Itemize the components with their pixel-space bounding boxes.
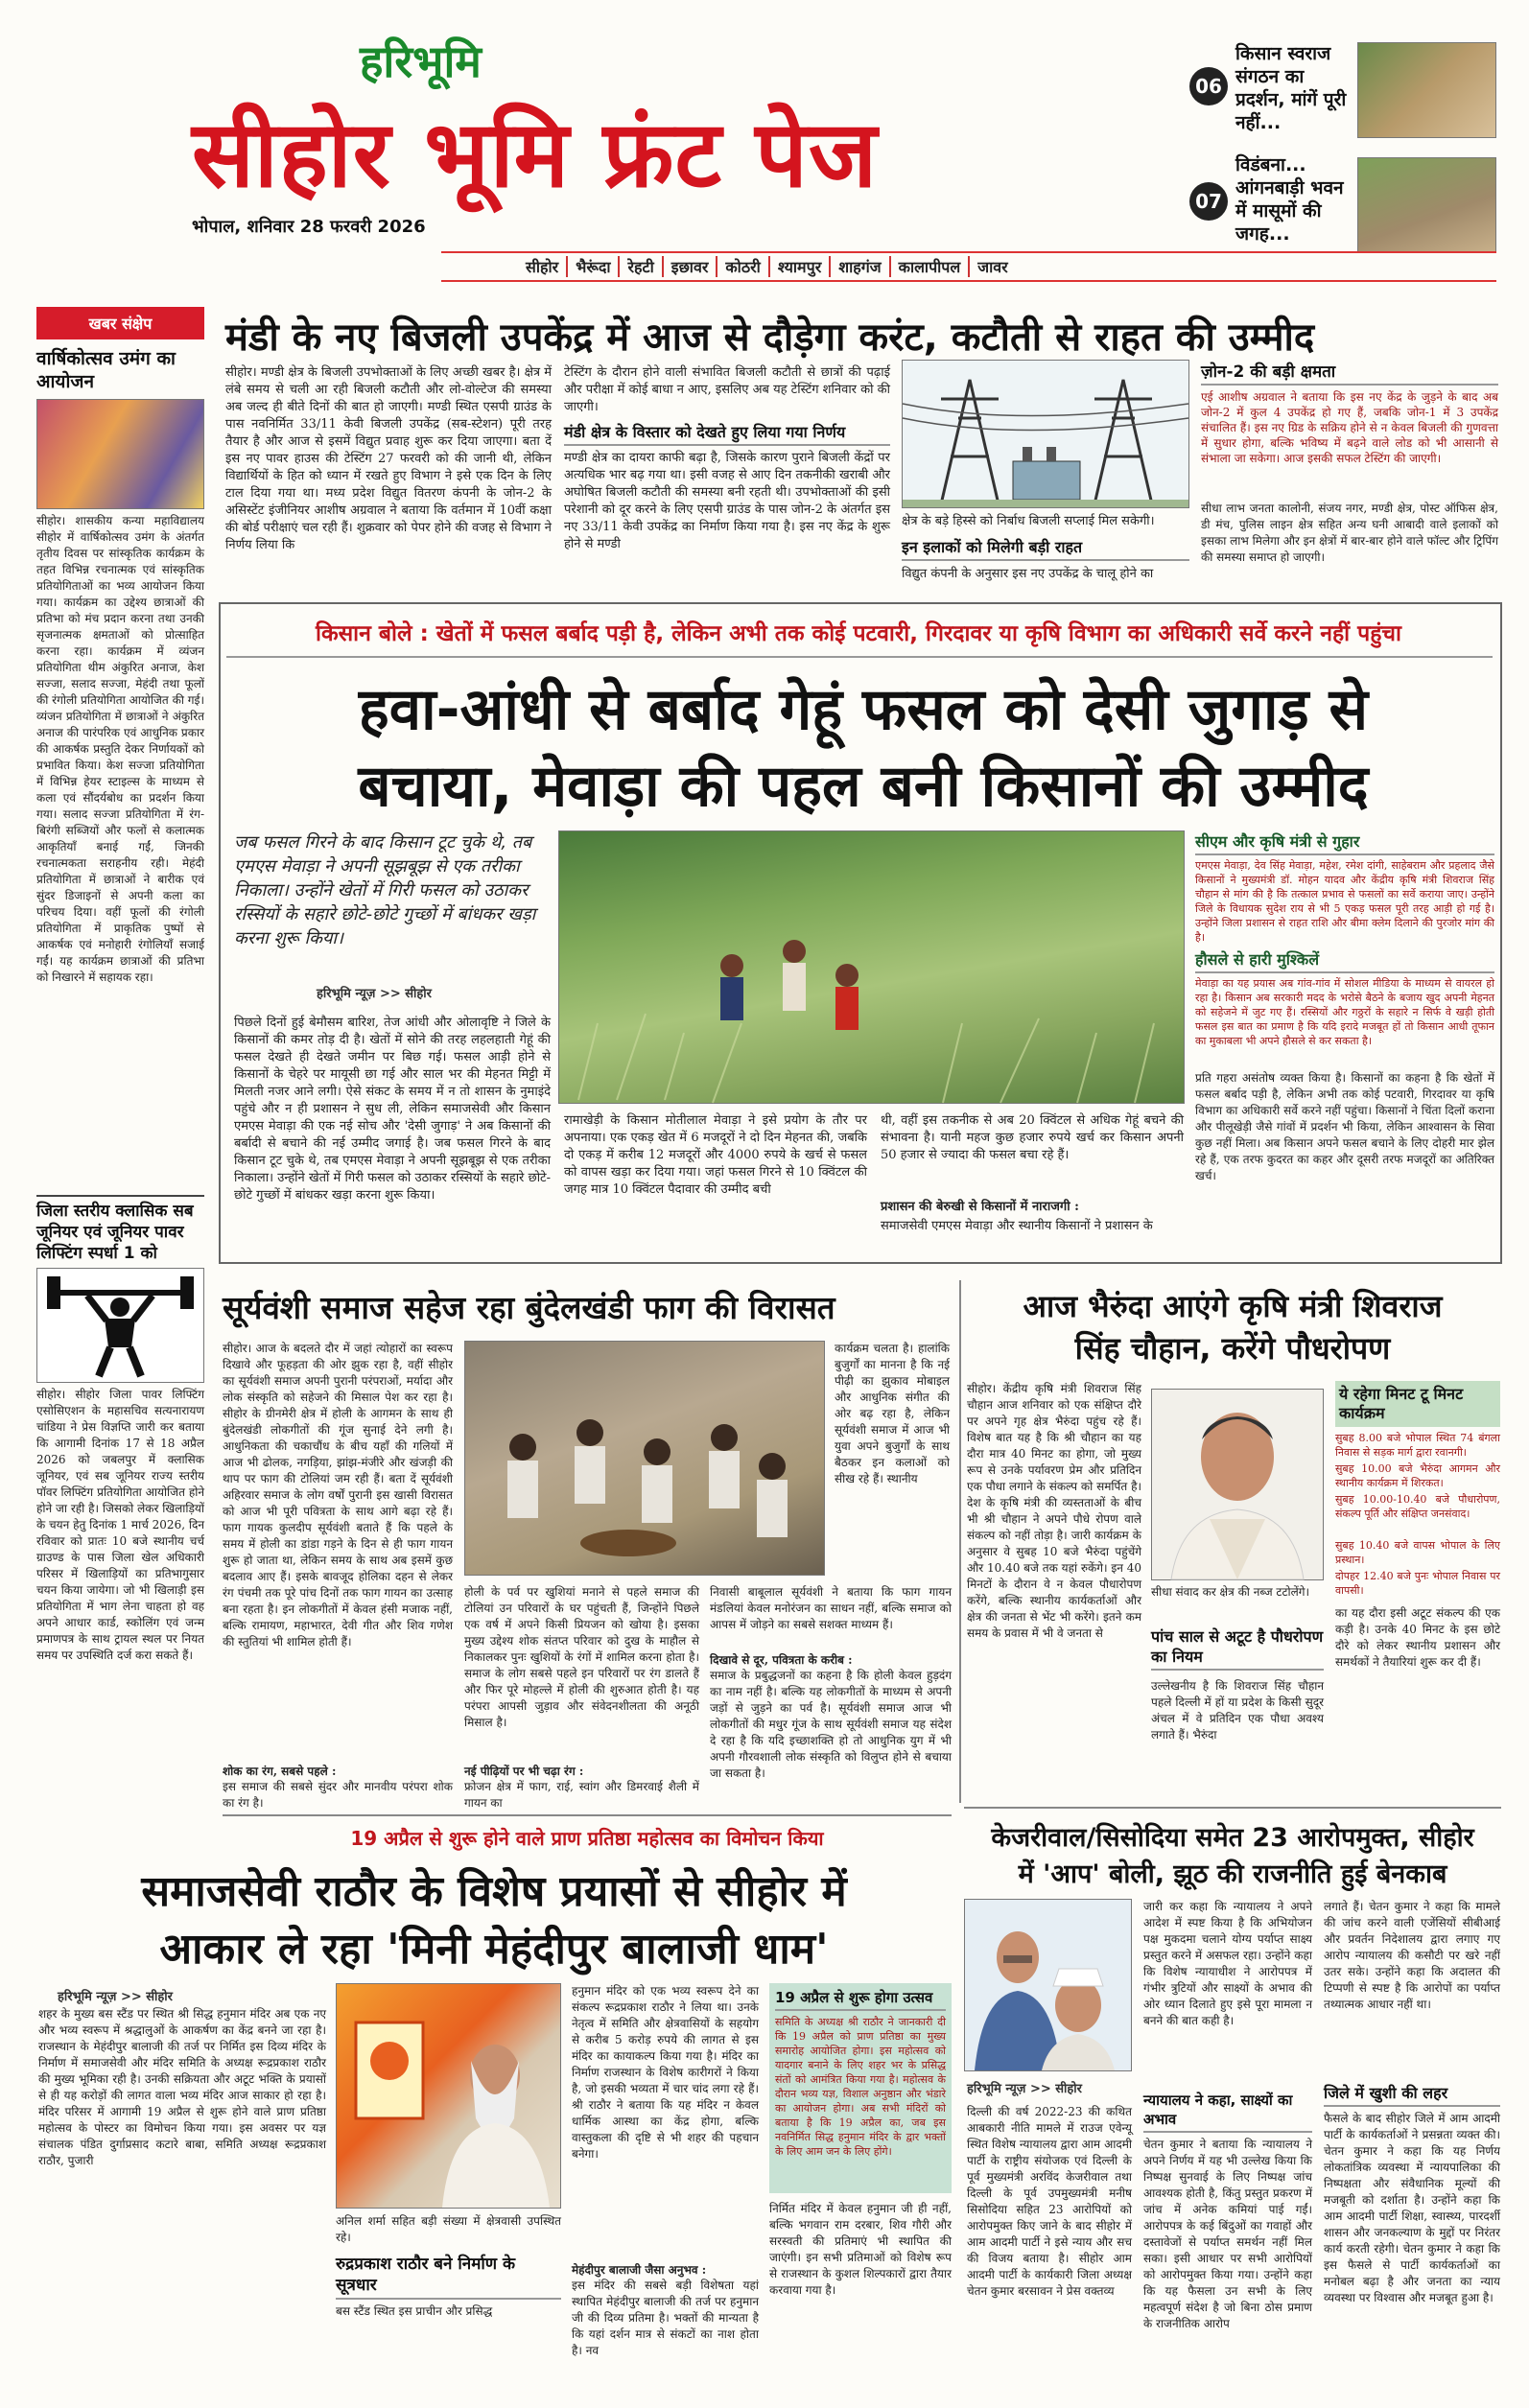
fag-text: होली के पर्व पर खुशियां मनाने से पहले समाज की टोलियां उन परिवारों के घर पहुंचती हैं, जिन्होंने पिछले एक वर्ष में अपने किसी प्रियजन को खोया है। इसका मुख्य उद्देश्य शोक संतप्त परिवार को दुख के माहौल से निकालकर पुनः खुशियों के रंगों में शामिल करना होता है। समाज के लोग सबसे पहले इन परिवारों पर रंग डालते हैं और फिर पूरे मोहल्ले में होली की शुरुआत होती है। यह परंपरा आपसी जुड़ाव और संवेदनशीलता की अनूठी मिसाल है। [464,1585,699,1729]
nav-item[interactable]: इछावर [664,256,718,277]
wheat-sidebar-text: मेवाड़ा का यह प्रयास अब गांव-गांव में सोशल मीडिया के माध्यम से वायरल हो रहा है। किसान अब सरकारी मदद के भरोसे बैठने के बजाय खुद अपनी मेहनत को सहेजने में जुट गए हैं। रस्सियों और गठ्ठरों के सहारे न सिर्फ वे खड़ी होती फसल इस बात का प्रमाण है कि यदि इरादे मजबूत हों तो किसान आधी तूफान का मुकाबला भी अपने हौसले से कर सकता है। [1195,977,1494,1047]
wheat-headline-line-1: हवा-आंधी से बर्बाद गेहूं फसल को देसी जुगाड़ से [358,676,1369,743]
lead-column-1: सीहोर। मण्डी क्षेत्र के बिजली उपभोक्ताओं के लिए अच्छी खबर है। क्षेत्र में लंबे समय से चली आ रही बिजली कटौती और लो-वोल्टेज की समस्या अब जल्द ही बीते दिनों की बात हो जाएगी। मण्डी स्थित एसपी ग्राउंड के पास नवनिर्मित 33/11 केवी बिजली उपकेंद्र (सब-स्टेशन) पूरी तरह तैयार है और आज से इसमें विद्युत प्रवाह शुरू कर दिया जाएगा। बता दें इस नए पावर हाउस की टेस्टिंग 27 फरवरी को की जानी थी, लेकिन विद्यार्थियों के हित को ध्यान में रखते हुए विभाग ने इसे एक दिन के लिए टाल दिया गया था। मध्य प्रदेश विद्युत वितरण कंपनी के जोन-2 के असिस्टेंट इंजीनियर आशीष अग्रवाल ने बताया कि वर्तमान में 10वीं कक्षा की बोर्ड परीक्षाएं चल रही हैं। शुक्रवार को पेपर होने की वजह से विभाग ने निर्णय लिया कि [225,365,552,552]
shivraj-subheading: पांच साल से अटूट है पौधरोपण का नियम [1151,1626,1324,1671]
fag-text: इस समाज की सबसे सुंदर और मानवीय परंपरा शोक का रंग है। [223,1780,453,1810]
teaser-text: किसान स्वराज संगठन का प्रदर्शन, मांगें पूरी नहीं... [1235,43,1347,133]
shivraj-photo-caption: सीधा संवाद कर क्षेत्र की नब्ज टटोलेंगे। [1151,1585,1310,1599]
wheat-intro: जब फसल गिरने के बाद किसान टूट चुके थे, तब एमएस मेवाड़ा ने अपनी सूझबूझ से एक तरीका निकाला। उन्होंने खेतों में गिरी फसल को उठाकर रस्सियों के सहारे छोटे-छोटे गुच्छों में बांधकर खड़ा करना शुरू किया। [234,832,536,948]
lead-subheading: इन इलाकों को मिलेगी बड़ी राहत [902,537,1189,561]
kejriwal-subheading: जिले में खुशी की लहर [1324,2082,1500,2107]
nav-item[interactable]: भैरूंदा [568,256,620,277]
kejriwal-subheading: न्यायालय ने कहा, साक्ष्यों का अभाव [1143,2091,1312,2133]
festival-box-heading: 19 अप्रैल से शुरू होगा उत्सव [775,1989,946,2011]
lead-headline: मंडी के नए बिजली उपकेंद्र में आज से दौड़ेगा करंट, कटौती से राहत की उम्मीद [225,316,1315,360]
lead-column-text: टेस्टिंग के दौरान होने वाली संभावित बिजली कटौती से छात्रों की पढ़ाई और परीक्षा में कोई बाधा न आए, इसलिए अब यह टेस्टिंग शनिवार को की जाएगी। [564,365,890,414]
fag-subhead: शोक का रंग, सबसे पहले : [223,1765,337,1778]
lead-column-text: मण्डी क्षेत्र का दायरा काफी बढ़ा है, जिसके कारण पुराने बिजली केंद्रों पर अत्यधिक भार बढ़ गया था। इसी वजह से आए दिन तकनीकी खराबी और अघोषित बिजली कटौती की समस्या बनी रहती थी। उपभोक्ताओं की इसी परेशानी को दूर करने के लिए एसपी ग्राउंड के पास जोन-2 के अंतर्गत इस नए 33/11 केवी उपकेंद्र का निर्माण किया गया है। इस नए केंद्र के शुरू होने से मण्डी [564,451,890,551]
shivraj-subtext: उल्लेखनीय है कि शिवराज सिंह चौहान पहले दिल्ली में हों या प्रदेश के किसी सुदूर अंचल में वे प्रतिदिन एक पौधा अवश्य लगाते हैं। भैरुंदा [1151,1679,1324,1742]
wheat-body-subhead: प्रशासन की बेरुखी से किसानों में नाराजगी : [881,1200,1079,1214]
shivraj-column-1: सीहोर। केंद्रीय कृषि मंत्री शिवराज सिंह चौहान आज शनिवार को एक संक्षिप्त दौरे पर अपने गृह क्षेत्र भैरुंदा पहुंच रहे हैं। विशेष बात यह है कि श्री चौहान का यह दौरा मात्र 40 मिनट का होगा, जो मुख्य रूप से उनके पर्यावरण प्रेम और प्रतिदिन एक पौधा लगाने के संकल्प को समर्पित है। देश के कृषि मंत्री की व्यस्तताओं के बीच भी श्री चौहान ने अपने पौधे रोपण वाले संकल्प को नहीं तोड़ा है। जारी कार्यक्रम के अनुसार वे सुबह 10 बजे भैरुंदा पहुंचेंगे और 10.40 बजे तक यहां रुकेंगे। इन 40 मिनटों के दौरान वे न केवल पौधारोपण करेंगे, बल्कि स्थानीय कार्यकर्ताओं और क्षेत्र की जनता से भेंट भी करेंगे। इतने कम समय के प्रवास में भी वे जनता से [967,1382,1142,1640]
fag-text: सीहोर। आज के बदलते दौर में जहां त्योहारों का स्वरूप दिखावे और फूहड़ता की ओर झुक रहा है, वहीं सीहोर का सूर्यवंशी समाज अपनी पुरानी परंपराओं, मर्यादा और लोक संस्कृति को सहेजने की मिसाल पेश कर रहा है। सीहोर के ग्रीनमेरी क्षेत्र में होली के आगमन के साथ ही बुंदेलखंडी लोकगीतों की गूंज सुनाई देने लगी है। आधुनिकता की चकाचौंध के बीच यहाँ की गलियों में आज भी ढोलक, नगड़िया, झांझ-मंजीरे और खंजड़ी की थाप पर फाग की टोलियां जम रही हैं। बता दें सूर्यवंशी अहिरवार समाज के लोग वर्षों पुरानी इस खासी विरासत को आज भी पूरी पवित्रता के साथ आगे बढ़ा रहे हैं। फाग गायक कुलदीप सूर्यवंशी बताते हैं कि पहले के समय में होली का डांडा गड़ने के दिन से ही फाग गायन शुरू हो जाता था, लेकिन समय के साथ अब इसमें कुछ बदलाव आए हैं। इसके बावजूद होलिका दहन से लेकर रंग पंचमी तक पूरे पांच दिनों तक फाग गायन का उत्साह बना रहता है। इन लोकगीतों में केवल हंसी मजाक नहीं, बल्कि रामायण, महाभारत, देवी गीत और शिव गणेश की स्तुतियां भी शामिल होती हैं। [223,1342,453,1648]
mehandipur-subtext: बस स्टैंड स्थित इस प्राचीन और प्रसिद्ध [336,2304,493,2318]
sidebar-item-title: वार्षिकोत्सव उमंग का आयोजन [36,348,176,392]
teaser-photo [1357,42,1496,138]
lead-subheading: मंडी क्षेत्र के विस्तार को देखते हुए लिया गया निर्णय [564,422,890,446]
brand-name: हरिभूमि [360,35,482,87]
wheat-sidebar-heading: हौसले से हारी मुश्किलें [1195,948,1494,973]
mehandipur-text: हनुमान मंदिर को एक भव्य स्वरूप देने का संकल्प रूद्रप्रकाश राठौर ने लिया था। उनके नेतृत्व में समिति और क्षेत्रवासियों के सहयोग से करीब 5 करोड़ रुपये की लागत से इस मंदिर का कायाकल्प किया गया है। मंदिर का निर्माण राजस्थान के विशेष कारीगरों ने किया है, जो इसकी भव्यता में चार चांद लगा रहे हैं। श्री राठौर ने बताया कि यह मंदिर न केवल धार्मिक आस्था का केंद्र होगा, बल्कि वास्तुकला की दृष्टि से भी शहर की पहचान बनेगा। [572,1984,759,2161]
power-substation-illustration [902,360,1189,508]
wheat-sidebar [1195,830,1494,1256]
wheat-body-3 [881,1112,1184,1254]
sidebar-item-title: जिला स्तरीय क्लासिक सब जूनियर एवं जूनियर पावर लिफ्टिंग स्पर्धा 1 को [36,1195,204,1264]
fag-text: फ्रोजन क्षेत्र में फाग, राई, स्वांग और डिमरवाई शैली में गायन का [464,1780,699,1810]
nav-item[interactable]: कोठरी [717,256,769,277]
wheat-sidebar-text: एमएस मेवाड़ा, देव सिंह मेवाड़ा, महेश, रमेश दांगी, साहेबराम और प्रहलाद जैसे किसानों ने मुख्यमंत्री डॉ. मोहन यादव और केंद्रीय कृषि मंत्री शिवराज सिंह चौहान से मांग की है कि तत्काल प्रभाव से फसलों का सर्वे कराया जाए। उन्होंने जिले के विधायक सुदेश राय से भी 5 एकड़ फसल पूरी तरह आड़ी हो गई है। उन्होंने जिला प्रशासन से राहत राशि और बीमा क्लेम दिलाने की पुरजोर मांग की है। [1195,859,1494,944]
kejriwal-headline-line-2: में 'आप' बोली, झूठ की राजनीति हुई बेनकाब [1018,1859,1447,1889]
schedule-item: सुबह 10.00-10.40 बजे पौधारोपण, संकल्प पूर्ति और संक्षिप्त जनसंवाद। [1335,1493,1500,1520]
kejriwal-text: चेतन कुमार ने बताया कि न्यायालय ने अपने निर्णय में यह भी उल्लेख किया कि निष्पक्ष सुनवाई के लिए निष्पक्ष जांच आवश्यक होती है, किंतु प्रस्तुत प्रकरण में जांच में अनेक कमियां पाई गईं। आरोपपत्र के कई बिंदुओं का गवाहों और दस्तावेजों से पर्याप्त समर्थन नहीं मिल सका। इसी आधार पर सभी आरोपियों को आरोपमुक्त किया गया। उन्होंने कहा कि यह फैसला उन सभी के लिए महत्वपूर्ण संदेश है जो बिना ठोस प्रमाण के राजनीतिक आरोप [1143,2138,1312,2330]
sidebar [36,307,204,1812]
festival-box-text: समिति के अध्यक्ष श्री राठौर ने जानकारी दी कि 19 अप्रैल को प्राण प्रतिष्ठा का मुख्य समारोह आयोजित होगा। इस महोत्सव को यादगार बनाने के लिए शहर भर के प्रसिद्ध संतों को आमंत्रित किया गया है। महोत्सव के दौरान भव्य यज्ञ, विशाल अनुष्ठान और भंडारे का आयोजन होगा। अब सभी मंदिरों को बताया है कि 19 अप्रैल का, जब इस नवनिर्मित सिद्ध हनुमान मंदिर के द्वार भक्तों के लिए आम जन के लिए होंगे। [775,2016,946,2158]
wheat-body-2: रामाखेड़ी के किसान मोतीलाल मेवाड़ा ने इसे प्रयोग के तौर पर अपनाया। एक एकड़ खेत में 6 मजदूरों ने दो दिन मेहनत की, जबकि दो एकड़ में करीब 12 मजदूरों और 4000 रुपये के खर्च से फसल को वापस खड़ा कर दिया गया। जहां फसल गिरने से 10 क्विंटल की जगह मात्र 10 क्विंटल पैदावार की उम्मीद बची [564,1113,867,1197]
nav-item[interactable]: शाहगंज [831,256,890,277]
schedule-item: दोपहर 12.40 बजे पुनः भोपाल निवास पर वापसी। [1335,1570,1500,1597]
sidebar-item-body: सीहोर। शासकीय कन्या महाविद्यालय सीहोर में वार्षिकोत्सव उमंग के अंतर्गत तृतीय दिवस पर सांस्कृतिक कार्यक्रम के तहत विभिन्न रचनात्मक एवं सांस्कृतिक प्रतियोगिताओं का भव्य आयोजन किया गया। कार्यक्रम का उद्देश्य छात्राओं की प्रतिभा को मंच प्रदान करना तथा उनकी सृजनात्मक क्षमताओं को प्रोत्साहित करना रहा। कार्यक्रम में व्यंजन प्रतियोगिता थीम अंकुरित अनाज, केश सज्जा, सलाद सज्जा, मेहंदी तथा फूलों की रंगोली प्रतियोगिता आयोजित की गई। व्यंजन प्रतियोगिता में छात्राओं ने अंकुरित अनाज की पारंपरिक एवं आधुनिक प्रकार की आकर्षक प्रस्तुति देकर निर्णायकों को प्रभावित किया। केश सज्जा प्रतियोगिता में विभिन्न हेयर स्टाइल्स के माध्यम से कला एवं सौंदर्यबोध का प्रदर्शन किया गया। सलाद सज्जा प्रतियोगिता में रंग-बिरंगी सब्जियों और फलों से कलात्मक आकृतियाँ बनाई गईं, जिनकी रचनात्मकता सराहनीय रही। मेहंदी प्रतियोगिता में छात्राओं ने बारीक एवं सुंदर डिजाइनों से अपनी कला का परिचय दिया। वहीं फूलों की रंगोली प्रतियोगिता में प्राकृतिक पुष्पों से आकर्षक एवं मनोहारी रंगोलियाँ सजाई गईं। यह कार्यक्रम छात्राओं की प्रतिभा को निखारने में सहायक रहा। [36,514,204,984]
fag-singers-photo [464,1341,825,1576]
section-rule [223,1814,952,1816]
mehandipur-kicker: 19 अप्रैल से शुरू होने वाले प्राण प्रतिष्ठा महोत्सव का विमोचन किया [350,1827,824,1850]
schedule-heading: ये रहेगा मिनट टू मिनट कार्यक्रम [1335,1381,1500,1427]
schedule-item: सुबह 10.00 बजे भैरुंदा आगमन और स्थानीय कार्यक्रम में शिरकत। [1335,1462,1500,1489]
fag-column-3 [835,1341,950,1576]
shivraj-portrait [1151,1389,1324,1580]
fag-subhead: नई पीढ़ियों पर भी चढ़ा रंग : [464,1765,584,1778]
nav-item[interactable]: कालापीपल [891,256,971,277]
kejriwal-text: लगाते हैं। चेतन कुमार ने कहा कि मामले की जांच करने वाली एजेंसियों सीबीआई और प्रवर्तन निदेशालय द्वारा लगाए गए आरोप न्यायालय की कसौटी पर खरे नहीं उतर सके। उन्होंने कहा कि अदालत की टिप्पणी से स्पष्ट है कि आरोपों का पर्याप्त तथ्यात्मक आधार नहीं था। [1324,1900,1500,2011]
mehandipur-subhead: मेहंदीपुर बालाजी जैसा अनुभव : [572,2263,707,2277]
lead-column-text: विद्युत कंपनी के अनुसार इस नए उपकेंद्र के चालू होने का [902,567,1154,581]
mehandipur-subheading: रुद्रप्रकाश राठौर बने निर्माण के सूत्रधार [336,2254,561,2300]
mehandipur-column-3 [769,1983,952,2390]
dateline: भोपाल, शनिवार 28 फरवरी 2026 [192,217,426,237]
kejriwal-text: फैसले के बाद सीहोर जिले में आम आदमी पार्टी के कार्यकर्ताओं ने प्रसन्नता व्यक्त की। चेतन कुमार ने कहा कि यह निर्णय लोकतांत्रिक व्यवस्था में न्यायपालिका की निष्पक्षता और संवैधानिक मूल्यों की मजबूती को दर्शाता है। उन्होंने कहा कि आम आदमी पार्टी शिक्षा, स्वास्थ्य, पारदर्शी शासन और जनकल्याण के मुद्दों पर निरंतर कार्य करती रहेगी। चेतन कुमार ने कहा कि इस फैसले से पार्टी कार्यकर्ताओं का मनोबल बढ़ा है और जनता का न्याय व्यवस्था पर विश्वास और मजबूत हुआ है। [1324,2112,1500,2304]
teaser-number: 06 [1189,67,1228,105]
mehandipur-text: इस मंदिर की सबसे बड़ी विशेषता यहां स्थापित मेहंदीपुर बालाजी की तर्ज पर हनुमान जी की दिव्य प्रतिमा है। भक्तों की मान्यता है कि यहां दर्शन मात्र से संकटों का नाश होता है। नव [572,2279,759,2357]
schedule-item: सुबह 10.40 बजे वापस भोपाल के लिए प्रस्थान। [1335,1539,1500,1566]
mehandipur-column-2 [572,1983,759,2390]
kejriwal-column-1-top: जारी कर कहा कि न्यायालय ने अपने आदेश में स्पष्ट किया है कि अभियोजन पक्ष मुकदमा चलाने योग्य पर्याप्त साक्ष्य प्रस्तुत करने में असफल रहा। उन्होंने कहा कि विशेष न्यायाधीश ने आरोपपत्र में गंभीर त्रुटियों और साक्ष्यों के अभाव की ओर ध्यान दिलाते हुए इसे पूरा मामला न बनने की बात कही है। [1143,1900,1312,2027]
fag-lower-right [710,1584,952,1801]
nav-item[interactable]: रेहटी [620,256,663,277]
teaser-text: विडंबना... आंगनबाड़ी भवन में मासूमों की जगह... [1235,154,1344,245]
kejriwal-headline-line-1: केजरीवाल/सिसोदिया समेत 23 आरोपमुक्त, सीहोर [991,1823,1474,1853]
page-title: सीहोर भूमि फ्रंट पेज [192,101,879,208]
kejriwal-column-3 [1324,1899,1500,2392]
festival-info-box [769,1983,952,2193]
fag-column-1 [223,1341,453,1810]
mehandipur-column-1: शहर के मुख्य बस स्टैंड पर स्थित श्री सिद्ध हनुमान मंदिर अब एक नए और भव्य स्वरूप में श्रद्धालुओं के आकर्षण का केंद्र बनने जा रहा है। राजस्थान के मेहंदीपुर बालाजी की तर्ज पर निर्मित इस दिव्य मंदिर के निर्माण में समाजसेवी और मंदिर समिति के अध्यक्ष रूद्रप्रकाश राठौर की मुख्य भूमिका रही है। उनकी सक्रियता और अटूट भक्ति के प्रयासों से ही यह करोड़ों की लागत वाला भव्य मंदिर आज साकार हो रहा है। मंदिर परिसर में आगामी 19 अप्रैल से शुरू होने वाले प्राण प्रतिष्ठा महोत्सव के पोस्टर का विमोचन किया गया। इस अवसर पर यज्ञ संचालक पंडित दुर्गाप्रसाद कटारे बाबा, समिति अध्यक्ष रूद्रप्रकाश राठौर, पुजारी [38,2007,326,2167]
mehandipur-headline-line-2: आकार ले रहा 'मिनी मेहंदीपुर बालाजी धाम' [159,1925,829,1974]
nav-item[interactable]: श्यामपुर [770,256,831,277]
teaser-2[interactable] [1189,153,1496,259]
sidebar-label: खबर संक्षेप [36,307,204,339]
schedule-item: सुबह 8.00 बजे भोपाल स्थित 74 बंगला निवास से सड़क मार्ग द्वारा रवानगी। [1335,1432,1500,1459]
kejriwal-photo [964,1899,1132,2071]
wheat-byline: हरिभूमि न्यूज़ >> सीहोर [317,987,432,1001]
lead-column-2 [564,364,890,593]
fag-text: कार्यक्रम चलता है। हालांकि बुजुर्गों का मानना है कि नई पीढ़ी का झुकाव मोबाइल और आधुनिक संगीत की ओर बढ़ रहा है, लेकिन सूर्यवंशी समाज में आज भी युवा अपने बुजुर्गों के साथ बैठकर इन कलाओं को सीख रहे हैं। स्थानीय [835,1342,950,1485]
teaser-number: 07 [1189,182,1228,221]
mehandipur-photo-caption: अनिल शर्मा सहित बड़ी संख्या में क्षेत्रवासी उपस्थित रहे। [336,2214,561,2244]
shivraj-headline-line-1: आज भैरुंदा आएंगे कृषि मंत्री शिवराज [1023,1288,1443,1324]
fag-lower-left [464,1584,699,1810]
fag-subhead: दिखावे से दूर, पवित्रता के करीब : [710,1653,853,1667]
lead-image-caption: क्षेत्र के बड़े हिस्से को निर्बाध बिजली सप्लाई मिल सकेगी। [902,514,1155,528]
lead-sidebar-text: एई आशीष अग्रवाल ने बताया कि इस नए केंद्र के जुड़ने के बाद अब जोन-2 में कुल 4 उपकेंद्र हो गए हैं, जबकि जोन-1 में 3 उपकेंद्र संचालित हैं। इस नए ग्रिड के सक्रिय होने से न केवल बिजली की गुणवत्ता में सुधार होगा, बल्कि भविष्य में बढ़ने वाले लोड को भी आसानी से संभाला जा सकेगा। आज इसकी सफल टेस्टिंग की जाएगी। [1201,390,1498,465]
nav-item[interactable]: जावर [977,258,1008,276]
wheat-field-photo [558,830,1185,1104]
wheat-body-text: थी, वहीं इस तकनीक से अब 20 क्विंटल से अधिक गेहूं बचने की संभावना है। यानी महज कुछ हजार रुपये खर्च कर किसान अपनी 50 हजार से ज्यादा की फसल बचा रहे हैं। [881,1113,1184,1162]
kejriwal-column-1: दिल्ली की वर्ष 2022-23 की कथित आबकारी नीति मामले में राउज एवेन्यू स्थित विशेष न्यायालय द्वारा आम आदमी पार्टी के राष्ट्रीय संयोजक एवं दिल्ली के पूर्व मुख्यमंत्री अरविंद केजरीवाल तथा दिल्ली के पूर्व उपमुख्यमंत्री मनीष सिसोदिया सहित 23 आरोपियों को आरोपमुक्त किए जाने के बाद सीहोर में आम आदमी पार्टी ने इसे न्याय और सच की विजय बताया है। सीहोर आम आदमी पार्टी के कार्यकारी जिला अध्यक्ष चेतन कुमार बरसावन ने प्रेस वक्तव्य [967,2105,1132,2298]
wheat-sidebar-heading: सीएम और कृषि मंत्री से गुहार [1195,830,1494,855]
mehandipur-poster-photo [336,1983,561,2209]
masthead [192,31,1151,251]
kicker-rule [226,656,1493,658]
nav-strip [441,251,1496,282]
sidebar-item-body: सीहोर। सीहोर जिला पावर लिफ्टिंग एसोसिएशन के महासचिव सत्यनारायण चांडिया ने प्रेस विज्ञप्ति जारी कर बताया कि आगामी दिनांक 17 से 18 अप्रैल 2026 को जबलपुर में क्लासिक जूनियर, एवं सब जूनियर राज्य स्तरीय पॉवर लिफ्टिंग प्रतियोगिता आयोजित होने होने जा रही है। जिसको लेकर खिलाड़ियों के चयन हेतु दिनांक 1 मार्च 2026, दिन रविवार को प्रातः 10 बजे स्थानीय चर्च ग्राउण्ड के पास जिला खेल अधिकारी परिसर में खिलाड़ियों का प्रतिभागुसार चयन किया जायेगा। जो भी खिलाड़ी इस प्रतियोगिता में भाग लेना चाहता हो वह अपने आधार कार्ड, स्कोलिंग एवं जन्म प्रमाणपत्र के साथ ट्रायल स्थल पर नियत समय पर उपस्थिति दर्ज करा सकते हैं। [36,1388,204,1662]
fag-headline: सूर्यवंशी समाज सहेज रहा बुंदेलखंडी फाग की विरासत [223,1289,835,1326]
fag-text: निवासी बाबूलाल सूर्यवंशी ने बताया कि फाग गायन मंडलियां केवल मनोरंजन का साधन नहीं, बल्कि समाज को आपस में जोड़ने का सबसे सशक्त माध्यम हैं। [710,1585,952,1631]
schedule-tail: का यह दौरा इसी अटूट संकल्प की एक कड़ी है। उनके 40 मिनट के इस छोटे दौरे को लेकर स्थानीय प्रशासन और समर्थकों ने तैयारियां शुरू कर दी हैं। [1335,1606,1500,1669]
column-divider [959,1280,961,1803]
teaser-1[interactable] [1189,38,1496,144]
wheat-headline-line-2: बचाया, मेवाड़ा की पहल बनी किसानों की उम्मीद [358,753,1369,820]
shivraj-headline-line-2: सिंह चौहान, करेंगे पौधरोपण [1074,1330,1391,1367]
kejriwal-byline: हरिभूमि न्यूज़ >> सीहोर [967,2082,1082,2096]
section-rule [964,1807,1501,1809]
lead-sidebar-text: सीधा लाभ जनता कालोनी, संजय नगर, मण्डी क्षेत्र, पोस्ट ऑफिस क्षेत्र, डी मंच, पुलिस लाइन क्षेत्र सहित अन्य घनी आबादी वाले इलाकों को इसका लाभ मिलेगा और इन क्षेत्रों में बार-बार होने वाले फॉल्ट और ट्रिपिंग की समस्या समाप्त हो जाएगी। [1201,502,1498,564]
kejriwal-column-2 [1143,2091,1312,2392]
lead-sidebar-heading: ज़ोन-2 की बड़ी क्षमता [1201,360,1498,386]
teaser-photo [1357,157,1496,253]
college-event-photo [36,399,204,509]
wheat-body-text: समाजसेवी एमएस मेवाड़ा और स्थानीय किसानों ने प्रशासन के [881,1219,1153,1233]
nav-item[interactable]: सीहोर [518,256,568,277]
wheat-kicker: किसान बोले : खेतों में फसल बर्बाद पड़ी है, लेकिन अभी तक कोई पटवारी, गिरदावर या कृषि विभाग का अधिकारी सर्वे करने नहीं पहुंचा [316,621,1401,646]
wheat-body-1: पिछले दिनों हुई बेमौसम बारिश, तेज आंधी और ओलावृष्टि ने जिले के किसानों की कमर तोड़ दी है। खेतों में सोने की तरह लहलहाती गेहूं की फसल देखते ही देखते जमीन पर बिछ गई। फसल आड़ी होने से किसानों के चेहरे पर मायूसी छा गई और साल भर की मेहनत मिट्टी में मिलती नजर आने लगी। ऐसे संकट के समय में न तो शासन के नुमाइंदे पहुंचे और न ही प्रशासन ने सुध ली, लेकिन समाजसेवी और किसान एमएस मेवाड़ा की एक नई सोच और 'देसी जुगाड़' ने अब किसानों की बर्बादी से बचाने की नई उम्मीद जगाई है। जब फसल गिरने के बाद किसान टूट चुके थे, तब एमएस मेवाड़ा ने अपनी सूझबूझ से एक तरीका निकाला। उन्होंने खेतों में गिरी फसल को उठाकर रस्सियों के सहारे छोटे-छोटे गुच्छों में बांधकर खड़ा करना शुरू किया। [234,1016,551,1203]
mehandipur-text: निर्मित मंदिर में केवल हनुमान जी ही नहीं, बल्कि भगवान राम दरबार, शिव गौरी और सरस्वती की प्रतिमाएं भी स्थापित की जाएंगी। इन सभी प्रतिमाओं को विशेष रूप से राजस्थान के कुशल शिल्पकारों द्वारा तैयार करवाया गया है। [769,2202,952,2297]
shivraj-schedule-box [1335,1381,1500,1801]
weightlifter-icon [36,1268,204,1383]
mehandipur-headline-line-1: समाजसेवी राठौर के विशेष प्रयासों से सीहोर में [141,1867,847,1916]
wheat-sidebar-text: प्रति गहरा असंतोष व्यक्त किया है। किसानों का कहना है कि खेतों में फसल बर्बाद पड़ी है, लेकिन अभी तक कोई पटवारी, गिरदावर या कृषि विभाग का अधिकारी सर्वे करने नहीं पहुंचा। किसानों ने चिंता दिलों कराना और पीलूखेड़ी जैसे गांवों में प्रदर्शन भी किया, लेकिन आश्वासन के सिवा कुछ नहीं मिला। अब किसान अपने फसल बचाने के लिए दोहरी मार झेल रहे हैं, एक तरफ कुदरत का कहर और दूसरी तरफ मजदूरों का अतिरिक्त खर्च। [1195,1071,1494,1182]
mehandipur-byline: हरिभूमि न्यूज़ >> सीहोर [58,1990,173,2004]
fag-text: समाज के प्रबुद्धजनों का कहना है कि होली केवल हुड़दंग का नाम नहीं है। बल्कि यह लोकगीतों के माध्यम से अपनी जड़ों से जुड़ने का पर्व है। सूर्यवंशी समाज आज भी लोकगीतों की मधुर गूंज के साथ सूर्यवंशी समाज यह संदेश दे रहा है कि यदि इच्छाशक्ति हो तो आधुनिक युग में भी अपनी गौरवशाली लोक संस्कृति को विलुप्त होने से बचाया जा सकता है। [710,1669,952,1780]
lead-sidebar [1201,360,1498,593]
